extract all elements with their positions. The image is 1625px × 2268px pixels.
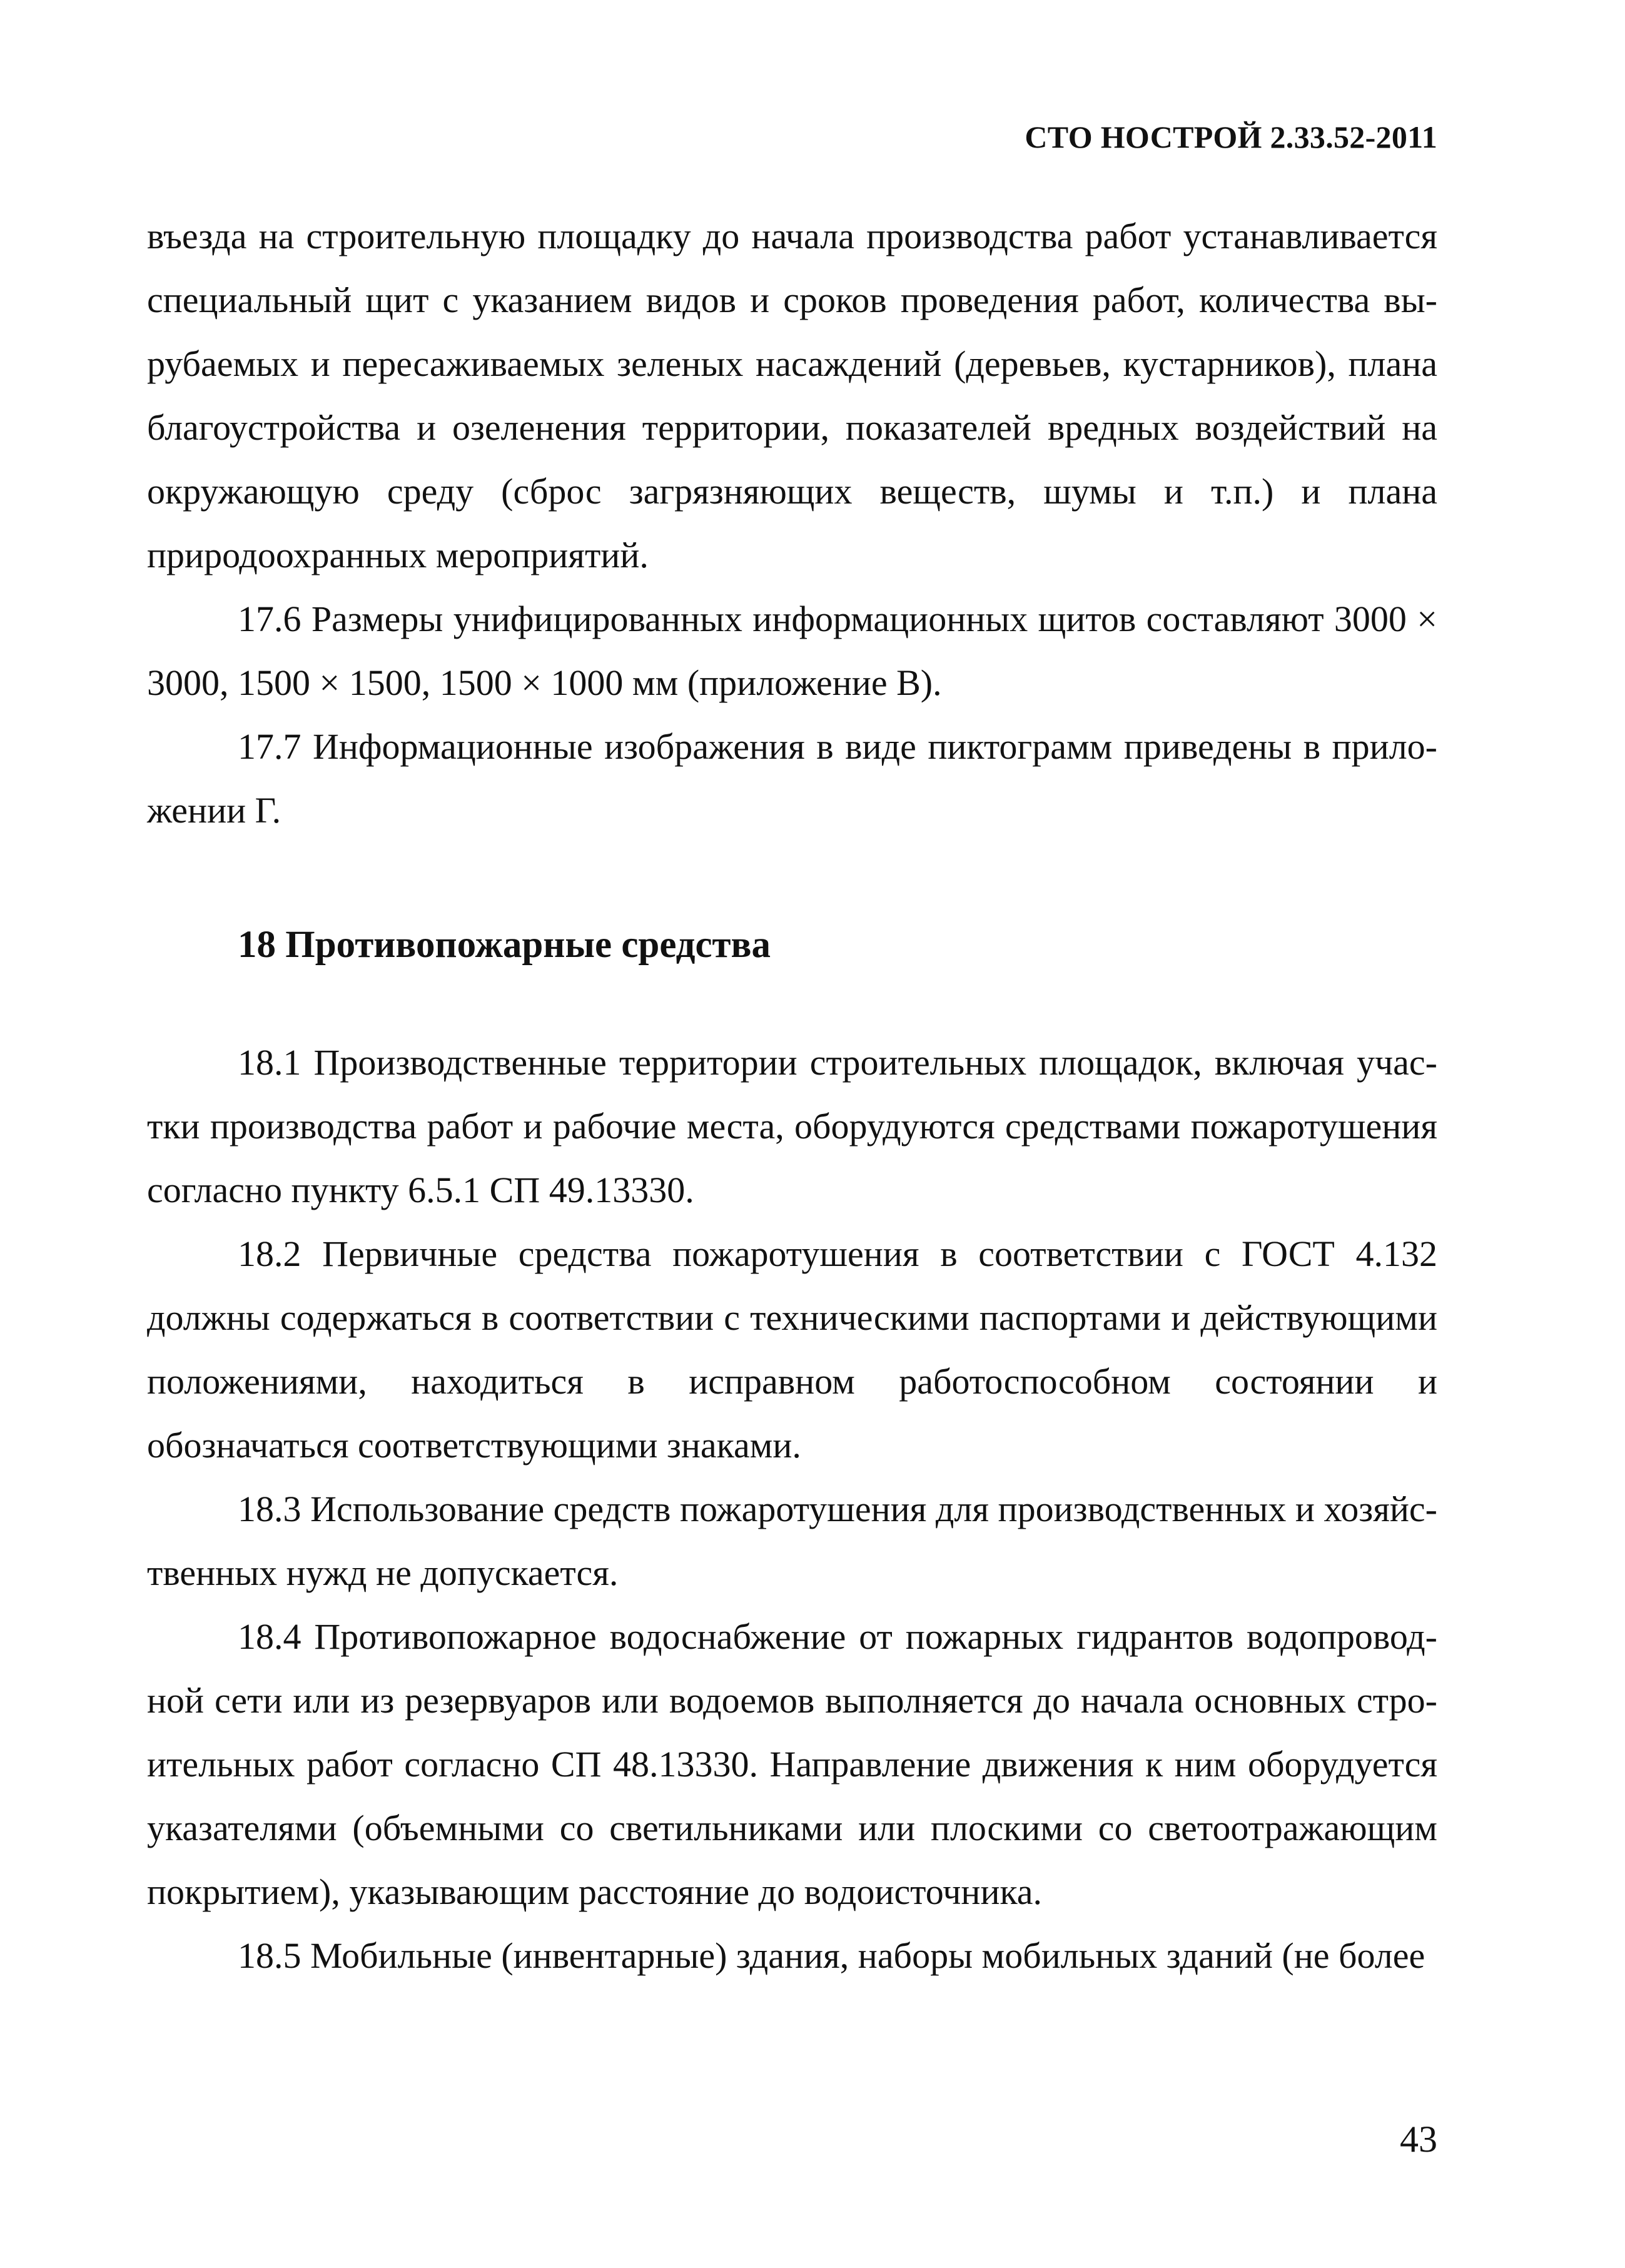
section-18-text <box>147 1031 1437 1988</box>
page-number: 43 <box>1400 2119 1437 2160</box>
paragraph-18-1: 18.1 Производственные территории строительных площадок, включая участки производства работ и рабочие места, оборудуются средствами пожаротушения согласно пункту 6.5.1 СП 49.13330. <box>147 1042 1437 1210</box>
paragraph-17-6: 17.6 Размеры унифицированных информационных щитов составляют 3000 × 3000, 1500 × 1500, 1500 × 1000 мм (приложение В). <box>147 599 1437 703</box>
paragraph-18-5: 18.5 Мобильные (инвентарные) здания, наборы мобильных зданий (не более <box>238 1935 1425 1976</box>
section-18-heading: 18 Противопожарные средства <box>238 924 771 966</box>
section-17-text <box>147 205 1437 843</box>
paragraph-17-7: 17.7 Информационные изображения в виде пиктограмм приведены в приложении Г. <box>147 726 1437 831</box>
paragraph-18-3: 18.3 Использование средств пожаротушения для производственных и хозяйственных нужд не допускается. <box>147 1489 1437 1593</box>
paragraph-18-4: 18.4 Противопожарное водоснабжение от пожарных гидрантов водопроводной сети или из резервуаров или водоемов выполняется до начала основных строительных работ согласно СП 48.13330. Направление движения к ним оборудуется указателями (объемными со светильниками или плоскими со светоотражающим покрытием), указывающим расстояние до водоисточника. <box>147 1616 1437 1912</box>
paragraph-17-5-continuation: въезда на строительную площадку до начала производства работ устанавливается специальный щит с указанием видов и сроков проведения работ, количества вырубаемых и пересаживаемых зеленых насаждений (деревьев, кустарников), плана благоустройства и озеленения территории, показателей вредных воздействий на окружающую среду (сброс загрязняющих веществ, шумы и т.п.) и плана природоохранных мероприятий. <box>147 216 1437 575</box>
paragraph-18-2: 18.2 Первичные средства пожаротушения в соответствии с ГОСТ 4.132 должны содержаться в соответствии с техническими паспортами и действующими положениями, находиться в исправном работоспособном состоянии и обозначаться соответствующими знаками. <box>147 1233 1437 1466</box>
document-header-code: СТО НОСТРОЙ 2.33.52-2011 <box>1025 119 1437 154</box>
